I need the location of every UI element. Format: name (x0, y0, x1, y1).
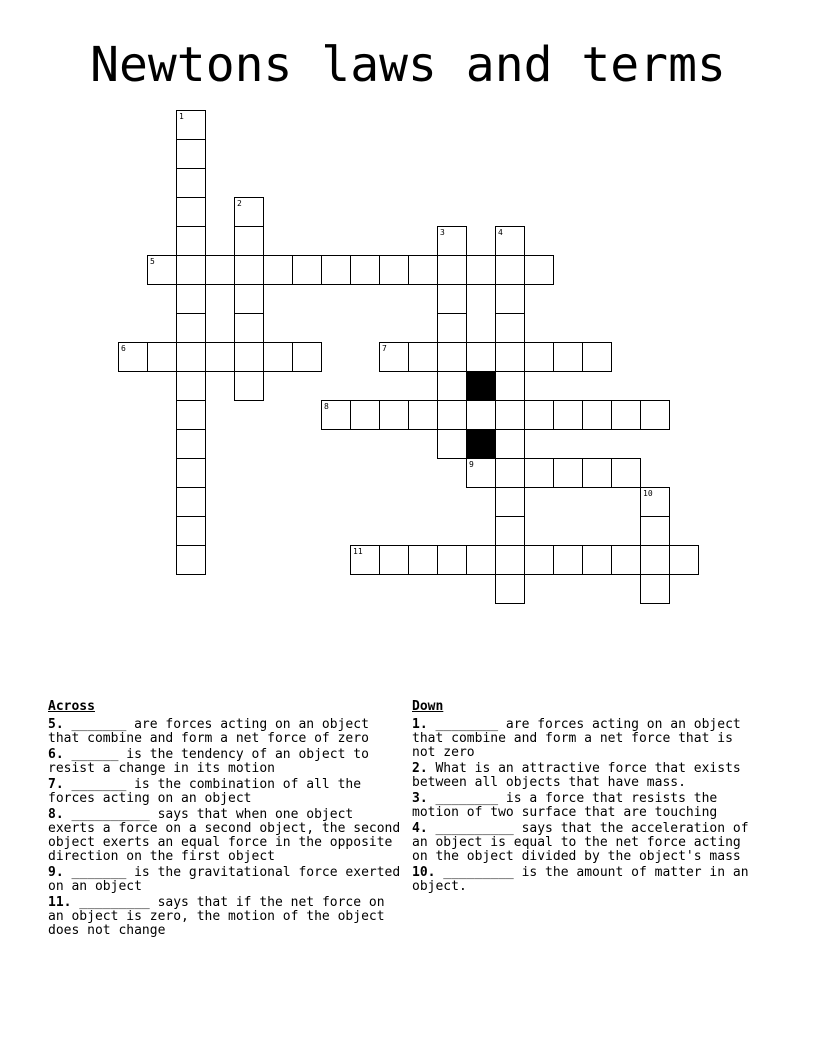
cell-number: 8 (324, 402, 329, 411)
crossword-cell[interactable] (553, 458, 583, 488)
crossword-cell[interactable] (466, 545, 496, 575)
cell-number: 11 (353, 547, 363, 556)
clue-across-5 (48, 718, 403, 746)
crossword-cell[interactable] (234, 255, 264, 285)
crossword-cell[interactable] (234, 313, 264, 343)
crossword-cell[interactable] (640, 574, 670, 604)
clue-across-7 (48, 778, 403, 806)
clue-across-8 (48, 808, 403, 864)
clue-text: ________ are forces acting on an object that combine and form a net force that is not zero (412, 717, 741, 760)
crossword-cell[interactable] (379, 400, 409, 430)
clue-number: 7. (48, 777, 64, 792)
clue-number: 5. (48, 717, 64, 732)
cell-number: 1 (179, 112, 184, 121)
crossword-cell[interactable] (553, 342, 583, 372)
crossword-cell[interactable] (321, 255, 351, 285)
crossword-cell[interactable] (582, 458, 612, 488)
crossword-cell[interactable] (176, 255, 206, 285)
crossword-cell[interactable] (176, 400, 206, 430)
crossword-cell[interactable] (495, 487, 525, 517)
crossword-cell[interactable] (350, 545, 380, 575)
crossword-cell[interactable] (495, 516, 525, 546)
crossword-cell[interactable] (408, 545, 438, 575)
crossword-cell[interactable] (350, 400, 380, 430)
crossword-cell[interactable] (640, 516, 670, 546)
crossword-cell[interactable] (263, 342, 293, 372)
crossword-cell[interactable] (466, 255, 496, 285)
crossword-cell[interactable] (205, 342, 235, 372)
crossword-cell[interactable] (437, 284, 467, 314)
crossword-cell[interactable] (408, 255, 438, 285)
crossword-cell[interactable] (437, 371, 467, 401)
crossword-cell[interactable] (582, 545, 612, 575)
crossword-cell[interactable] (176, 313, 206, 343)
crossword-cell[interactable] (437, 429, 467, 459)
clue-number: 8. (48, 807, 64, 822)
crossword-cell[interactable] (524, 545, 554, 575)
clue-number: 2. (412, 761, 428, 776)
clue-number: 9. (48, 865, 64, 880)
crossword-cell[interactable] (495, 226, 525, 256)
crossword-cell[interactable] (495, 255, 525, 285)
crossword-cell[interactable] (176, 429, 206, 459)
crossword-cell[interactable] (321, 400, 351, 430)
crossword-cell[interactable] (176, 545, 206, 575)
clue-down-1 (412, 718, 762, 760)
crossword-cell[interactable] (495, 545, 525, 575)
crossword-cell[interactable] (495, 458, 525, 488)
crossword-cell[interactable] (379, 255, 409, 285)
crossword-cell[interactable] (234, 197, 264, 227)
crossword-cell[interactable] (611, 545, 641, 575)
crossword-cell[interactable] (553, 545, 583, 575)
crossword-cell[interactable] (176, 284, 206, 314)
crossword-cell[interactable] (524, 342, 554, 372)
clue-number: 4. (412, 821, 428, 836)
crossword-black-cell (466, 429, 496, 459)
crossword-cell[interactable] (292, 255, 322, 285)
down-heading: Down (412, 699, 444, 714)
crossword-cell[interactable] (205, 255, 235, 285)
crossword-cell[interactable] (495, 371, 525, 401)
crossword-cell[interactable] (437, 255, 467, 285)
cell-number: 7 (382, 344, 387, 353)
clue-down-4 (412, 822, 762, 864)
crossword-cell[interactable] (669, 545, 699, 575)
crossword-cell[interactable] (350, 255, 380, 285)
cell-number: 2 (237, 199, 242, 208)
crossword-cell[interactable] (147, 342, 177, 372)
crossword-cell[interactable] (524, 255, 554, 285)
crossword-cell[interactable] (147, 255, 177, 285)
clue-text: ______ is the tendency of an object to resist a change in its motion (48, 747, 369, 776)
crossword-cell[interactable] (176, 371, 206, 401)
crossword-cell[interactable] (495, 400, 525, 430)
clue-text: __________ says that the acceleration of an object is equal to the net force acting on the object divided by the object's mass (412, 821, 749, 864)
crossword-cell[interactable] (611, 400, 641, 430)
cell-number: 5 (150, 257, 155, 266)
crossword-cell[interactable] (234, 342, 264, 372)
clue-number: 1. (412, 717, 428, 732)
crossword-cell[interactable] (234, 284, 264, 314)
crossword-cell[interactable] (495, 429, 525, 459)
crossword-cell[interactable] (176, 342, 206, 372)
clue-down-2 (412, 762, 762, 790)
crossword-cell[interactable] (437, 400, 467, 430)
crossword-cell[interactable] (176, 168, 206, 198)
cell-number: 10 (643, 489, 653, 498)
crossword-cell[interactable] (495, 313, 525, 343)
clue-number: 6. (48, 747, 64, 762)
clue-text: _______ are forces acting on an object that combine and form a net force of zero (48, 717, 369, 746)
clue-text: _________ is the amount of matter in an object. (412, 865, 749, 894)
clue-across-9 (48, 866, 403, 894)
crossword-cell[interactable] (176, 516, 206, 546)
crossword-cell[interactable] (408, 342, 438, 372)
crossword-cell[interactable] (437, 342, 467, 372)
crossword-cell[interactable] (176, 458, 206, 488)
crossword-cell[interactable] (408, 400, 438, 430)
crossword-cell[interactable] (234, 371, 264, 401)
crossword-cell[interactable] (524, 400, 554, 430)
cell-number: 4 (498, 228, 503, 237)
clue-text: ________ is a force that resists the motion of two surface that are touching (412, 791, 718, 820)
clue-text: _______ is the combination of all the forces acting on an object (48, 777, 362, 806)
crossword-black-cell (466, 371, 496, 401)
crossword-cell[interactable] (437, 226, 467, 256)
clue-text: What is an attractive force that exists between all objects that have mass. (412, 761, 741, 790)
cell-number: 3 (440, 228, 445, 237)
crossword-cell[interactable] (495, 284, 525, 314)
clue-text: _________ says that if the net force on an object is zero, the motion of the object does not change (48, 895, 385, 938)
cell-number: 9 (469, 460, 474, 469)
crossword-cell[interactable] (466, 342, 496, 372)
clue-number: 3. (412, 791, 428, 806)
clue-across-6 (48, 748, 403, 776)
crossword-cell[interactable] (176, 487, 206, 517)
clue-down-3 (412, 792, 762, 820)
crossword-cell[interactable] (582, 342, 612, 372)
crossword-cell[interactable] (582, 400, 612, 430)
clue-text: __________ says that when one object exerts a force on a second object, the second object exerts an equal force in the opposite direction on the first object (48, 807, 401, 864)
crossword-cell[interactable] (611, 458, 641, 488)
crossword-cell[interactable] (466, 400, 496, 430)
crossword-cell[interactable] (176, 139, 206, 169)
page-title: Newtons laws and terms (90, 37, 726, 93)
crossword-cell[interactable] (640, 545, 670, 575)
crossword-cell[interactable] (437, 313, 467, 343)
clue-number: 11. (48, 895, 72, 910)
crossword-cell[interactable] (466, 458, 496, 488)
crossword-cell[interactable] (379, 342, 409, 372)
crossword-cell[interactable] (176, 197, 206, 227)
crossword-cell[interactable] (176, 226, 206, 256)
crossword-cell[interactable] (553, 400, 583, 430)
crossword-cell[interactable] (234, 226, 264, 256)
cell-number: 6 (121, 344, 126, 353)
crossword-cell[interactable] (640, 487, 670, 517)
crossword-cell[interactable] (292, 342, 322, 372)
crossword-cell[interactable] (437, 545, 467, 575)
crossword-cell[interactable] (379, 545, 409, 575)
crossword-cell[interactable] (495, 574, 525, 604)
across-clues (48, 700, 403, 940)
across-heading: Across (48, 699, 95, 714)
crossword-cell[interactable] (118, 342, 148, 372)
crossword-cell[interactable] (640, 400, 670, 430)
crossword-cell[interactable] (263, 255, 293, 285)
down-clues (412, 700, 762, 896)
clue-number: 10. (412, 865, 436, 880)
crossword-cell[interactable] (495, 342, 525, 372)
clue-across-11 (48, 896, 403, 938)
clue-down-10 (412, 866, 762, 894)
clue-text: _______ is the gravitational force exerted on an object (48, 865, 401, 894)
crossword-cell[interactable] (176, 110, 206, 140)
crossword-cell[interactable] (524, 458, 554, 488)
